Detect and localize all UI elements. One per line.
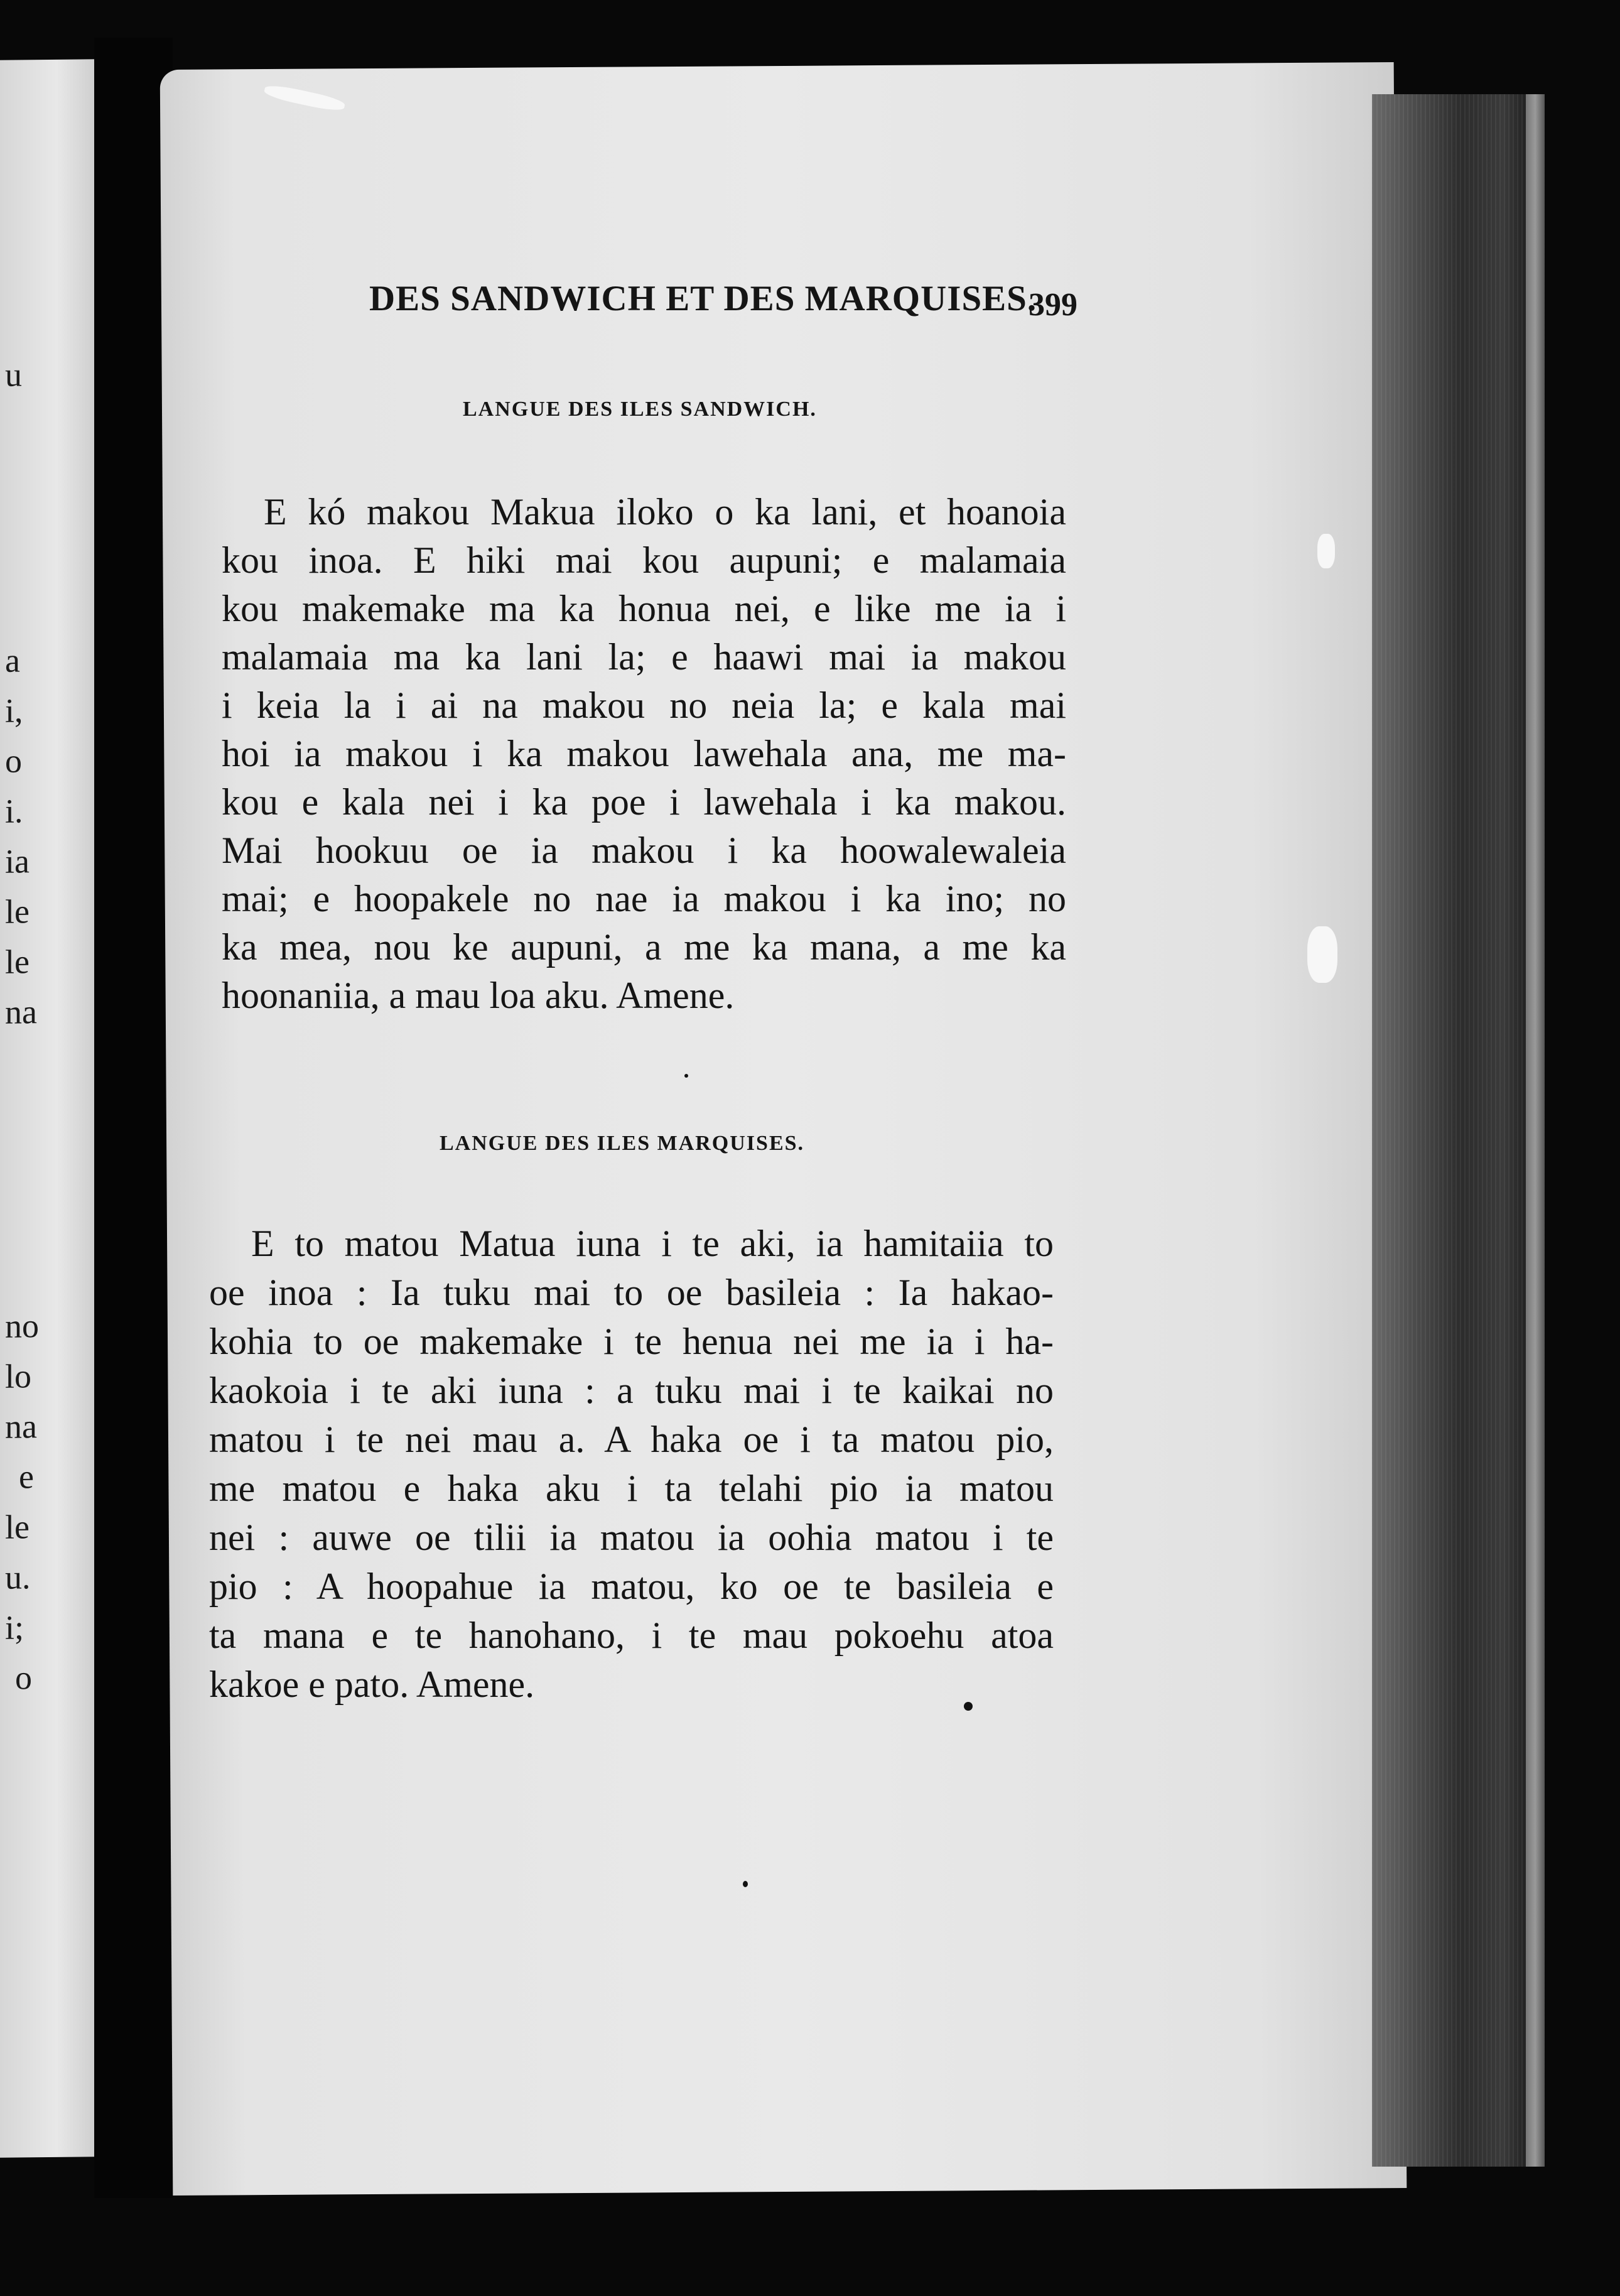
- text-line: me matou e haka aku i ta telahi pio ia matou: [209, 1468, 1054, 1509]
- previous-page-fragment: le: [5, 892, 30, 931]
- previous-page-fragment: a: [5, 641, 20, 680]
- previous-page-fragment: u: [5, 355, 22, 394]
- text-line: pio : A hoopahue ia matou, ko oe te basileia e: [209, 1566, 1054, 1607]
- previous-page-fragment: e: [19, 1458, 34, 1496]
- page-number: 399: [1029, 287, 1077, 323]
- scan-dot: [743, 1881, 748, 1887]
- previous-page-fragment: o: [15, 1659, 32, 1697]
- page-edges-highlight: [1526, 94, 1545, 2167]
- text-line: mai; e hoopakele no nae ia makou i ka ino; no: [222, 878, 1066, 919]
- previous-page-fragment: le: [5, 943, 30, 981]
- text-line: kou e kala nei i ka poe i lawehala i ka makou.: [222, 781, 1066, 823]
- text-line: Mai hookuu oe ia makou i ka hoowalewaleia: [222, 830, 1066, 871]
- previous-page-fragment: o: [5, 742, 22, 780]
- text-line: nei : auwe oe tilii ia matou ia oohia matou i te: [209, 1517, 1054, 1558]
- section-heading-sandwich: LANGUE DES ILES SANDWICH.: [463, 398, 817, 421]
- scan-dot: [964, 1702, 973, 1711]
- text-line: kou inoa. E hiki mai kou aupuni; e malamaia: [222, 539, 1066, 581]
- scan-speck: [1317, 534, 1335, 568]
- text-line: hoonaniia, a mau loa aku. Amene.: [222, 975, 735, 1016]
- previous-page-fragment: ia: [5, 842, 30, 880]
- previous-page-fragment: i,: [5, 691, 23, 730]
- scan-dot: [684, 1074, 688, 1078]
- text-line: hoi ia makou i ka makou lawehala ana, me ma-: [222, 733, 1066, 774]
- previous-page-fragment: le: [5, 1508, 30, 1546]
- text-line: i keia la i ai na makou no neia la; e kala mai: [222, 685, 1066, 726]
- previous-page-fragment: no: [5, 1307, 39, 1345]
- previous-page-fragment: na: [5, 1407, 37, 1446]
- text-line: oe inoa : Ia tuku mai to oe basileia : Ia hakao-: [209, 1272, 1054, 1313]
- previous-page-fragment: u.: [5, 1558, 31, 1596]
- text-line: kakoe e pato. Amene.: [209, 1664, 535, 1705]
- text-line: ka mea, nou ke aupuni, a me ka mana, a me ka: [222, 926, 1066, 968]
- text-line: kohia to oe makemake i te henua nei me ia i ha-: [209, 1321, 1054, 1362]
- text-line: ta mana e te hanohano, i te mau pokoehu atoa: [209, 1615, 1054, 1656]
- previous-page-fragment: na: [5, 993, 37, 1031]
- text-line: kou makemake ma ka honua nei, e like me ia i: [222, 588, 1066, 629]
- previous-page-fragment: lo: [5, 1357, 32, 1395]
- previous-page-fragment: i.: [5, 792, 23, 830]
- previous-page-fragment: i;: [5, 1608, 24, 1647]
- text-line: E to matou Matua iuna i te aki, ia hamitaiia to: [251, 1223, 1054, 1264]
- text-line: malamaia ma ka lani la; e haawi mai ia makou: [222, 636, 1066, 678]
- running-head: DES SANDWICH ET DES MARQUISES.: [369, 279, 1037, 318]
- page-edges: [1372, 94, 1535, 2167]
- book-page: [160, 62, 1407, 2196]
- text-line: matou i te nei mau a. A haka oe i ta matou pio,: [209, 1419, 1054, 1460]
- book-gutter: [94, 38, 173, 2198]
- section-heading-marquises: LANGUE DES ILES MARQUISES.: [440, 1132, 805, 1155]
- scan-speck: [1307, 926, 1337, 983]
- text-line: E kó makou Makua iloko o ka lani, et hoanoia: [264, 491, 1066, 533]
- previous-page: [0, 59, 94, 2158]
- text-line: kaokoia i te aki iuna : a tuku mai i te kaikai no: [209, 1370, 1054, 1411]
